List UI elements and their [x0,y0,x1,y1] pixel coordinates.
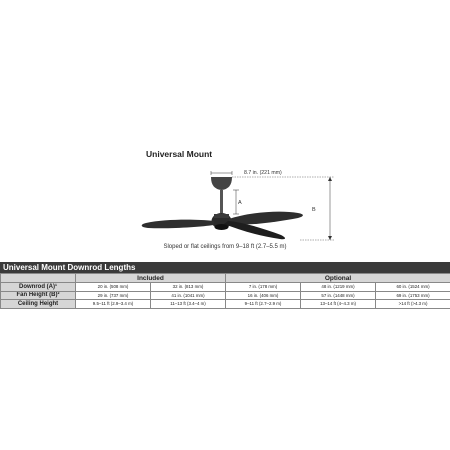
dimension-a-label: A [238,200,242,206]
table-cell: 13–14 ft (4–4.3 m) [301,300,376,309]
table-cell: 29 in. (737 mm) [76,291,151,300]
row-label-fan-height: Fan Height (B)² [1,291,76,300]
row-label-downrod: Downrod (A)¹ [1,283,76,292]
table-cell: 11–13 ft (3.4–4 m) [151,300,226,309]
downrod-table [0,273,450,309]
table-cell: 69 in. (1753 mm) [376,291,450,300]
table-row [1,291,450,300]
table-cell: 20 in. (508 mm) [76,283,151,292]
table-cell: 41 in. (1041 mm) [151,291,226,300]
dimension-width-label: 8.7 in. (221 mm) [244,170,282,176]
fan-blade-left [142,220,214,229]
fan-blade-right [229,212,303,225]
table-cell: >14 ft (>4.3 m) [376,300,450,309]
downrod [220,190,223,213]
table-group-header-row [1,274,450,283]
table-row [1,300,450,309]
downrod-table-section [0,262,450,309]
table-title: Universal Mount Downrod Lengths [0,262,450,273]
table-cell: 32 in. (813 mm) [151,283,226,292]
dimension-b-label: B [312,207,316,213]
table-cell: 7 in. (178 mm) [226,283,301,292]
table-cell: 60 in. (1524 mm) [376,283,450,292]
page-title: Universal Mount [146,149,213,159]
table-corner-cell [1,274,76,283]
row-label-ceiling-height: Ceiling Height [1,300,76,309]
group-included-header: Included [76,274,226,283]
group-optional-header: Optional [226,274,450,283]
table-cell: 16 in. (406 mm) [226,291,301,300]
figure-caption: Sloped or flat ceilings from 9–18 ft (2.7–5.5 m) [163,244,287,250]
table-cell: 9–11 ft (2.7–2.9 m) [226,300,301,309]
table-row [1,283,450,292]
table-cell: 9.5–11 ft (2.9–3.4 m) [76,300,151,309]
ceiling-canopy [211,177,232,190]
table-cell: 48 in. (1219 mm) [301,283,376,292]
table-cell: 57 in. (1448 mm) [301,291,376,300]
